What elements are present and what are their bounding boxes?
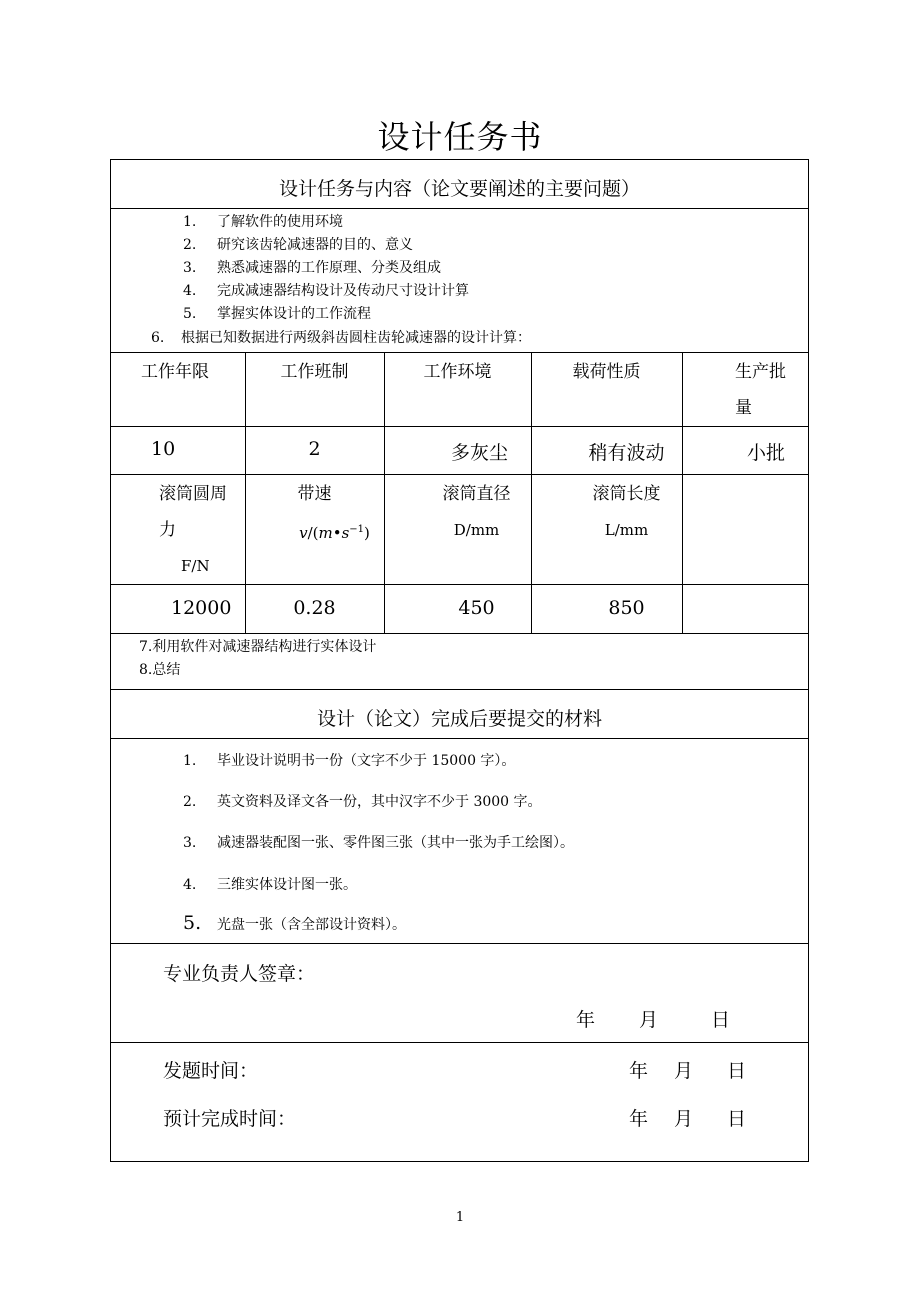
list-item: 1. 了解软件的使用环境 [183, 214, 343, 230]
divider [111, 633, 808, 634]
list-item: 6. 根据已知数据进行两级斜齿圆柱齿轮减速器的设计计算： [151, 330, 531, 346]
signature-year: 年 [576, 1009, 596, 1031]
list-item: 4. 三维实体设计图一张。 [183, 877, 357, 893]
divider [111, 1042, 808, 1043]
table-cell: 450 [458, 597, 495, 619]
table-header-cell: 生产批 量 [735, 362, 786, 418]
divider [111, 738, 808, 739]
document-title: 设计任务书 [377, 118, 543, 156]
completion-day: 日 [727, 1108, 747, 1130]
section1-heading: 设计任务与内容（论文要阐述的主要问题） [278, 178, 640, 200]
divider [111, 208, 808, 209]
completion-year: 年 [629, 1108, 649, 1130]
divider [111, 584, 808, 585]
issue-date-label: 发题时间： [163, 1060, 259, 1082]
list-item: 2. 英文资料及译文各一份，其中汉字不少于 3000 字。 [183, 794, 542, 810]
list-item: 4. 完成减速器结构设计及传动尺寸设计计算 [183, 283, 469, 299]
divider [111, 689, 808, 690]
divider [111, 474, 808, 475]
signature-label: 专业负责人签章： [163, 963, 316, 985]
issue-day: 日 [727, 1060, 747, 1082]
table-cell: 10 [151, 438, 176, 460]
table-header-cell: 工作班制 [280, 362, 349, 382]
divider [111, 352, 808, 353]
list-item: 5. 光盘一张（含全部设计资料）。 [183, 912, 406, 934]
table-header-cell: 滚筒圆周 力 F/N [159, 484, 227, 575]
signature-day: 日 [711, 1009, 731, 1031]
list-item: 1. 毕业设计说明书一份（文字不少于 15000 字）。 [183, 753, 516, 769]
table-cell: 12000 [171, 597, 232, 619]
list-item: 8.总结 [139, 662, 181, 678]
divider [111, 426, 808, 427]
table-cell: 稍有波动 [588, 442, 665, 464]
section2-heading: 设计（论文）完成后要提交的材料 [316, 708, 602, 730]
belt-speed-unit: $v/(m•s^{-1})$ [299, 524, 370, 542]
page-number: 1 [455, 1210, 465, 1225]
list-item: 3. 减速器装配图一张、零件图三张（其中一张为手工绘图）。 [183, 835, 574, 851]
table-cell: 850 [608, 597, 645, 619]
divider [111, 943, 808, 944]
issue-year: 年 [629, 1060, 649, 1082]
table-header-cell: 工作环境 [423, 362, 492, 382]
table-cell: 多灰尘 [450, 442, 508, 464]
table-header-cell: 载荷性质 [572, 362, 641, 382]
completion-date-label: 预计完成时间： [163, 1108, 297, 1130]
table-cell: 2 [308, 438, 321, 460]
table-header-cell: 工作年限 [141, 362, 209, 382]
completion-month: 月 [674, 1108, 694, 1130]
list-item: 3. 熟悉减速器的工作原理、分类及组成 [183, 260, 441, 276]
list-item: 5. 掌握实体设计的工作流程 [183, 306, 371, 322]
table-header-cell: 滚筒长度 L/mm [592, 484, 661, 539]
signature-month: 月 [639, 1009, 659, 1031]
table-cell: 0.28 [293, 597, 336, 619]
list-item: 2. 研究该齿轮减速器的目的、意义 [183, 237, 413, 253]
task-form [110, 159, 809, 1162]
table-header-cell: 带速 $v/(m•s^{-1})$ [245, 476, 384, 551]
issue-month: 月 [674, 1060, 694, 1082]
list-item: 7.利用软件对减速器结构进行实体设计 [139, 639, 377, 655]
table-header-cell: 滚筒直径 D/mm [442, 484, 511, 539]
table-cell: 小批 [747, 442, 786, 464]
